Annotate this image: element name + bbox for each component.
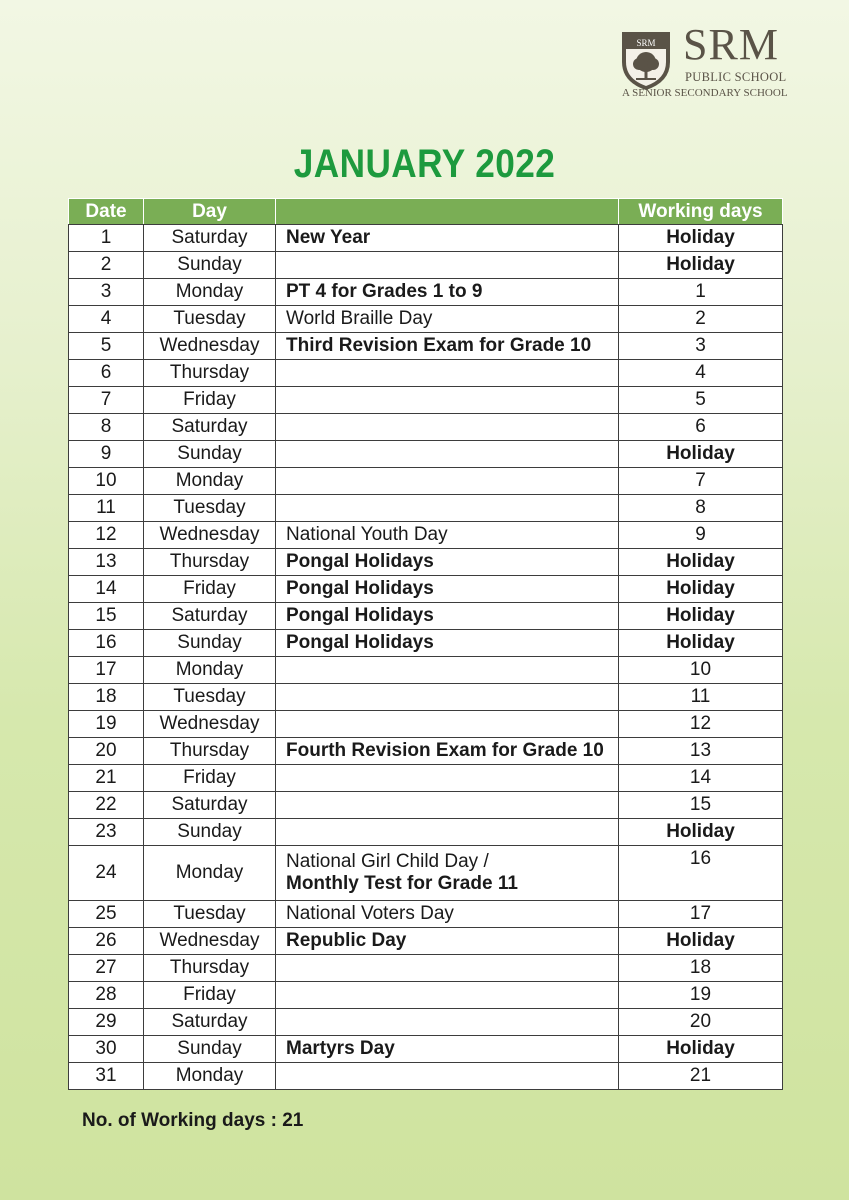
date-cell: 10 [69, 468, 144, 495]
day-cell: Friday [144, 982, 276, 1009]
table-row [69, 928, 783, 955]
day-cell: Thursday [144, 955, 276, 982]
table-row [69, 522, 783, 549]
working-day-cell: 6 [619, 414, 783, 441]
table-row [69, 279, 783, 306]
day-cell: Tuesday [144, 901, 276, 928]
date-cell: 5 [69, 333, 144, 360]
event-cell [276, 360, 619, 387]
logo-tagline: A SENIOR SECONDARY SCHOOL [622, 87, 788, 99]
header-working-days: Working days [619, 199, 783, 225]
date-cell: 9 [69, 441, 144, 468]
day-cell: Wednesday [144, 711, 276, 738]
working-day-cell: 19 [619, 982, 783, 1009]
working-day-cell: 17 [619, 901, 783, 928]
date-cell: 18 [69, 684, 144, 711]
working-day-cell: Holiday [619, 549, 783, 576]
day-cell: Thursday [144, 360, 276, 387]
day-cell: Sunday [144, 630, 276, 657]
date-cell: 16 [69, 630, 144, 657]
working-day-cell: 13 [619, 738, 783, 765]
date-cell: 1 [69, 225, 144, 252]
working-day-cell: 20 [619, 1009, 783, 1036]
day-cell: Wednesday [144, 522, 276, 549]
working-day-cell: 3 [619, 333, 783, 360]
day-cell: Monday [144, 1063, 276, 1090]
event-cell [276, 630, 619, 657]
table-row [69, 792, 783, 819]
table-row [69, 306, 783, 333]
date-cell: 24 [69, 846, 144, 901]
event-cell [276, 306, 619, 333]
event-text: World Braille Day [286, 308, 433, 329]
day-cell: Monday [144, 846, 276, 901]
date-cell: 29 [69, 1009, 144, 1036]
day-cell: Saturday [144, 792, 276, 819]
date-cell: 31 [69, 1063, 144, 1090]
event-cell [276, 468, 619, 495]
event-cell [276, 279, 619, 306]
working-day-cell: Holiday [619, 819, 783, 846]
school-crest-icon [616, 28, 676, 92]
event-cell [276, 495, 619, 522]
working-day-cell: Holiday [619, 928, 783, 955]
working-day-cell: 14 [619, 765, 783, 792]
event-text: Martyrs Day [286, 1038, 395, 1059]
day-cell: Friday [144, 387, 276, 414]
date-cell: 19 [69, 711, 144, 738]
event-text: National Youth Day [286, 524, 448, 545]
table-row [69, 360, 783, 387]
table-row [69, 955, 783, 982]
date-cell: 4 [69, 306, 144, 333]
day-cell: Monday [144, 279, 276, 306]
event-text: New Year [286, 227, 371, 248]
event-cell [276, 441, 619, 468]
working-day-cell: 16 [619, 846, 783, 901]
event-text: Pongal Holidays [286, 605, 434, 626]
date-cell: 21 [69, 765, 144, 792]
day-cell: Thursday [144, 738, 276, 765]
event-cell [276, 1009, 619, 1036]
day-cell: Sunday [144, 819, 276, 846]
table-row [69, 1036, 783, 1063]
date-cell: 8 [69, 414, 144, 441]
logo-subtitle: PUBLIC SCHOOL [685, 70, 787, 84]
date-cell: 3 [69, 279, 144, 306]
event-text: Pongal Holidays [286, 578, 434, 599]
table-header-row [69, 199, 783, 225]
day-cell: Sunday [144, 1036, 276, 1063]
header-event [276, 199, 619, 225]
day-cell: Saturday [144, 1009, 276, 1036]
day-cell: Tuesday [144, 684, 276, 711]
table-row [69, 711, 783, 738]
day-cell: Saturday [144, 603, 276, 630]
table-row [69, 819, 783, 846]
calendar-table [68, 198, 783, 1090]
table-row [69, 982, 783, 1009]
event-cell [276, 765, 619, 792]
header-day: Day [144, 199, 276, 225]
date-cell: 13 [69, 549, 144, 576]
event-cell [276, 819, 619, 846]
calendar-rows [69, 225, 783, 1090]
working-day-cell: Holiday [619, 441, 783, 468]
header-date: Date [69, 199, 144, 225]
date-cell: 12 [69, 522, 144, 549]
event-cell [276, 846, 619, 901]
table-row [69, 846, 783, 901]
event-text: National Girl Child Day / [286, 851, 489, 872]
day-cell: Saturday [144, 414, 276, 441]
event-text: Fourth Revision Exam for Grade 10 [286, 740, 604, 761]
working-day-cell: 9 [619, 522, 783, 549]
page-title: JANUARY 2022 [293, 142, 556, 186]
day-cell: Wednesday [144, 333, 276, 360]
event-text: National Voters Day [286, 903, 454, 924]
logo-title: SRM [683, 20, 779, 69]
table-row [69, 414, 783, 441]
day-cell: Wednesday [144, 928, 276, 955]
table-row [69, 684, 783, 711]
event-cell [276, 576, 619, 603]
date-cell: 30 [69, 1036, 144, 1063]
working-day-cell: 21 [619, 1063, 783, 1090]
working-day-cell: 1 [619, 279, 783, 306]
date-cell: 28 [69, 982, 144, 1009]
table-row [69, 901, 783, 928]
event-text: Pongal Holidays [286, 632, 434, 653]
table-row [69, 765, 783, 792]
table-row [69, 495, 783, 522]
working-day-cell: 7 [619, 468, 783, 495]
date-cell: 17 [69, 657, 144, 684]
working-day-cell: Holiday [619, 252, 783, 279]
working-day-cell: Holiday [619, 603, 783, 630]
day-cell: Monday [144, 657, 276, 684]
working-day-cell: Holiday [619, 225, 783, 252]
event-text: Third Revision Exam for Grade 10 [286, 335, 592, 356]
event-cell [276, 414, 619, 441]
event-cell [276, 711, 619, 738]
event-cell [276, 333, 619, 360]
working-day-cell: Holiday [619, 1036, 783, 1063]
day-cell: Monday [144, 468, 276, 495]
day-cell: Saturday [144, 225, 276, 252]
day-cell: Sunday [144, 252, 276, 279]
working-day-cell: 18 [619, 955, 783, 982]
date-cell: 15 [69, 603, 144, 630]
day-cell: Thursday [144, 549, 276, 576]
working-day-cell: 5 [619, 387, 783, 414]
table-row [69, 333, 783, 360]
event-cell [276, 928, 619, 955]
day-cell: Tuesday [144, 306, 276, 333]
date-cell: 26 [69, 928, 144, 955]
working-day-cell: Holiday [619, 630, 783, 657]
day-cell: Friday [144, 765, 276, 792]
date-cell: 7 [69, 387, 144, 414]
day-cell: Sunday [144, 441, 276, 468]
table-row [69, 1009, 783, 1036]
event-cell [276, 955, 619, 982]
table-row [69, 603, 783, 630]
working-day-cell: 11 [619, 684, 783, 711]
date-cell: 20 [69, 738, 144, 765]
table-row [69, 441, 783, 468]
event-cell [276, 603, 619, 630]
table-row [69, 387, 783, 414]
event-cell [276, 252, 619, 279]
date-cell: 6 [69, 360, 144, 387]
date-cell: 14 [69, 576, 144, 603]
table-row [69, 225, 783, 252]
table-row [69, 576, 783, 603]
date-cell: 22 [69, 792, 144, 819]
working-day-cell: 15 [619, 792, 783, 819]
event-cell [276, 387, 619, 414]
event-cell [276, 522, 619, 549]
table-row [69, 1063, 783, 1090]
event-cell [276, 792, 619, 819]
event-cell [276, 657, 619, 684]
table-row [69, 738, 783, 765]
working-days-total: No. of Working days : 21 [82, 1110, 304, 1131]
day-cell: Friday [144, 576, 276, 603]
working-day-cell: 2 [619, 306, 783, 333]
school-logo [610, 22, 815, 102]
date-cell: 23 [69, 819, 144, 846]
svg-text:SRM: SRM [636, 38, 656, 48]
event-cell [276, 738, 619, 765]
event-cell [276, 1036, 619, 1063]
event-cell [276, 1063, 619, 1090]
event-cell [276, 982, 619, 1009]
event-text: Pongal Holidays [286, 551, 434, 572]
event-text: PT 4 for Grades 1 to 9 [286, 281, 483, 302]
table-row [69, 657, 783, 684]
table-row [69, 468, 783, 495]
day-cell: Tuesday [144, 495, 276, 522]
date-cell: 25 [69, 901, 144, 928]
event-text: Republic Day [286, 930, 407, 951]
working-day-cell: 10 [619, 657, 783, 684]
working-day-cell: 8 [619, 495, 783, 522]
date-cell: 27 [69, 955, 144, 982]
event-text-secondary: Monthly Test for Grade 11 [286, 873, 518, 894]
table-row [69, 549, 783, 576]
event-cell [276, 901, 619, 928]
table-row [69, 630, 783, 657]
working-day-cell: 4 [619, 360, 783, 387]
table-row [69, 252, 783, 279]
date-cell: 11 [69, 495, 144, 522]
working-day-cell: 12 [619, 711, 783, 738]
event-cell [276, 684, 619, 711]
event-cell [276, 549, 619, 576]
working-day-cell: Holiday [619, 576, 783, 603]
date-cell: 2 [69, 252, 144, 279]
event-cell [276, 225, 619, 252]
